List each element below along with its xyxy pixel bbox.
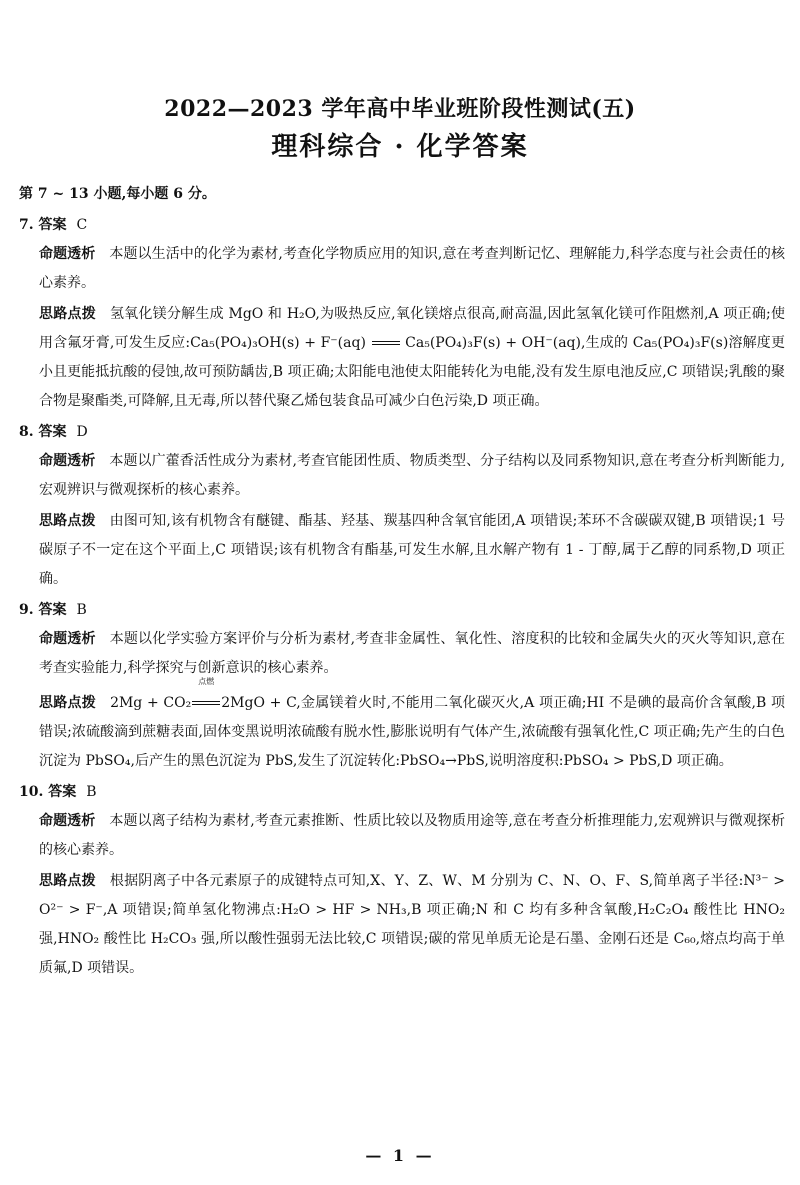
document-title: 2022—2023 学年高中毕业班阶段性测试(五) <box>164 96 636 122</box>
solution-text-part-b: 2MgO + C,金属镁着火时,不能用二氧化碳灭火,A 项正确;HI 不是碘的最高价含氧酸,B 项错误;浓硫酸滴到蔗糖表面,固体变黑说明浓硫酸有脱水性,膨胀说明有气体产生,浓硫酸有强氧化性,C 项正确;先产生的白色沉淀为 PbSO₄,后产生的黑色沉淀为 PbS,发生了沉淀转化:PbSO₄→PbS,说明溶度积:PbSO₄ > PbS,D 项正确。 <box>39 695 786 769</box>
analysis-text: 本题以离子结构为素材,考查元素推断、性质比较以及物质用途等,意在考查分析推理能力,宏观辨识与微观探析的核心素养。 <box>39 813 785 858</box>
solution-label: 思路点拨 <box>39 873 96 889</box>
analysis-label: 命题透析 <box>39 631 96 647</box>
equilibrium-arrow-icon <box>371 329 401 358</box>
question-7-analysis <box>19 240 785 298</box>
analysis-label: 命题透析 <box>39 453 96 469</box>
question-8-analysis <box>19 447 785 505</box>
document-subtitle: 理科综合 · 化学答案 <box>271 132 529 162</box>
solution-label: 思路点拨 <box>39 695 97 711</box>
question-9-header <box>19 596 785 625</box>
question-7-label: 7. 答案 <box>19 217 67 233</box>
question-8 <box>19 418 785 594</box>
question-7-header <box>19 211 785 240</box>
question-10-label: 10. 答案 <box>19 784 77 800</box>
question-7-solution <box>19 300 785 416</box>
analysis-label: 命题透析 <box>39 813 96 829</box>
analysis-text: 本题以化学实验方案评价与分析为素材,考查非金属性、氧化性、溶度积的比较和金属失火的灭火等知识,意在考查实验能力,科学探究与创新意识的核心素养。 <box>39 631 785 676</box>
question-8-label: 8. 答案 <box>19 424 67 440</box>
question-10-header <box>19 778 785 807</box>
question-10-answer: B <box>86 784 97 800</box>
solution-text: 由图可知,该有机物含有醚键、酯基、羟基、羰基四种含氧官能团,A 项错误;苯环不含碳碳双键,B 项错误;1 号碳原子不一定在这个平面上,C 项错误;该有机物含有酯基,可发生水解,且水解产物有 1 - 丁醇,属于乙醇的同系物,D 项正确。 <box>39 513 785 587</box>
solution-label: 思路点拨 <box>39 513 96 529</box>
analysis-label: 命题透析 <box>39 246 96 262</box>
analysis-text: 本题以生活中的化学为素材,考查化学物质应用的知识,意在考查判断记忆、理解能力,科学态度与社会责任的核心素养。 <box>39 246 785 291</box>
question-9 <box>19 596 785 776</box>
solution-text: 根据阴离子中各元素原子的成键特点可知,X、Y、Z、W、M 分别为 C、N、O、F、S,简单离子半径:N³⁻ > O²⁻ > F⁻,A 项错误;简单氢化物沸点:H₂O > HF > NH₃,B 项正确;N 和 C 均有多种含氧酸,H₂C₂O₄ 酸性比 HNO₂ 强,HNO₂ 酸性比 H₂CO₃ 强,所以酸性强弱无法比较,C 项错误;碳的常见单质无论是石墨、金刚石还是 C₆₀,熔点均高于单质氟,D 项错误。 <box>39 873 785 976</box>
question-8-solution <box>19 507 785 594</box>
question-10-solution <box>19 867 785 983</box>
question-7-answer: C <box>76 217 88 233</box>
solution-text-part-a: 2Mg + CO₂ <box>110 695 192 711</box>
question-8-header <box>19 418 785 447</box>
question-9-label: 9. 答案 <box>19 602 67 618</box>
intro-line: 第 7 ~ 13 小题,每小题 6 分。 <box>19 186 216 202</box>
question-8-answer: D <box>76 424 88 440</box>
question-7 <box>19 211 785 416</box>
question-10-analysis <box>19 807 785 865</box>
reaction-condition: 点燃 <box>198 677 215 686</box>
reaction-condition-arrow <box>191 677 221 718</box>
question-9-answer: B <box>76 602 87 618</box>
solution-text-part-a: 氢氧化镁分解生成 MgO 和 H₂O,为吸热反应,氧化镁熔点很高,耐高温,因此氢氧化镁可作阻燃剂,A 项正确;使用含氟牙膏,可发生反应:Ca₅(PO₄)₃OH(s) + F⁻(aq) <box>39 306 785 351</box>
question-9-solution <box>19 677 786 776</box>
answer-content <box>19 180 785 985</box>
solution-text-part-b: Ca₅(PO₄)₃F(s) + OH⁻(aq),生成的 Ca₅(PO₄)₃F(s)溶解度更小且更能抵抗酸的侵蚀,故可预防龋齿,B 项正确;太阳能电池使太阳能转化为电能,没有发生原电池反应,C 项错误;乳酸的聚合物是聚酯类,可降解,且无毒,所以替代聚乙烯包装食品可减少白色污染,D 项正确。 <box>39 335 785 409</box>
analysis-text: 本题以广藿香活性成分为素材,考查官能团性质、物质类型、分子结构以及同系物知识,意在考查分析判断能力,宏观辨识与微观探析的核心素养。 <box>39 453 785 498</box>
question-9-analysis <box>19 625 785 683</box>
solution-label: 思路点拨 <box>39 306 96 322</box>
question-10 <box>19 778 785 983</box>
page-number: — 1 — <box>365 1146 435 1165</box>
